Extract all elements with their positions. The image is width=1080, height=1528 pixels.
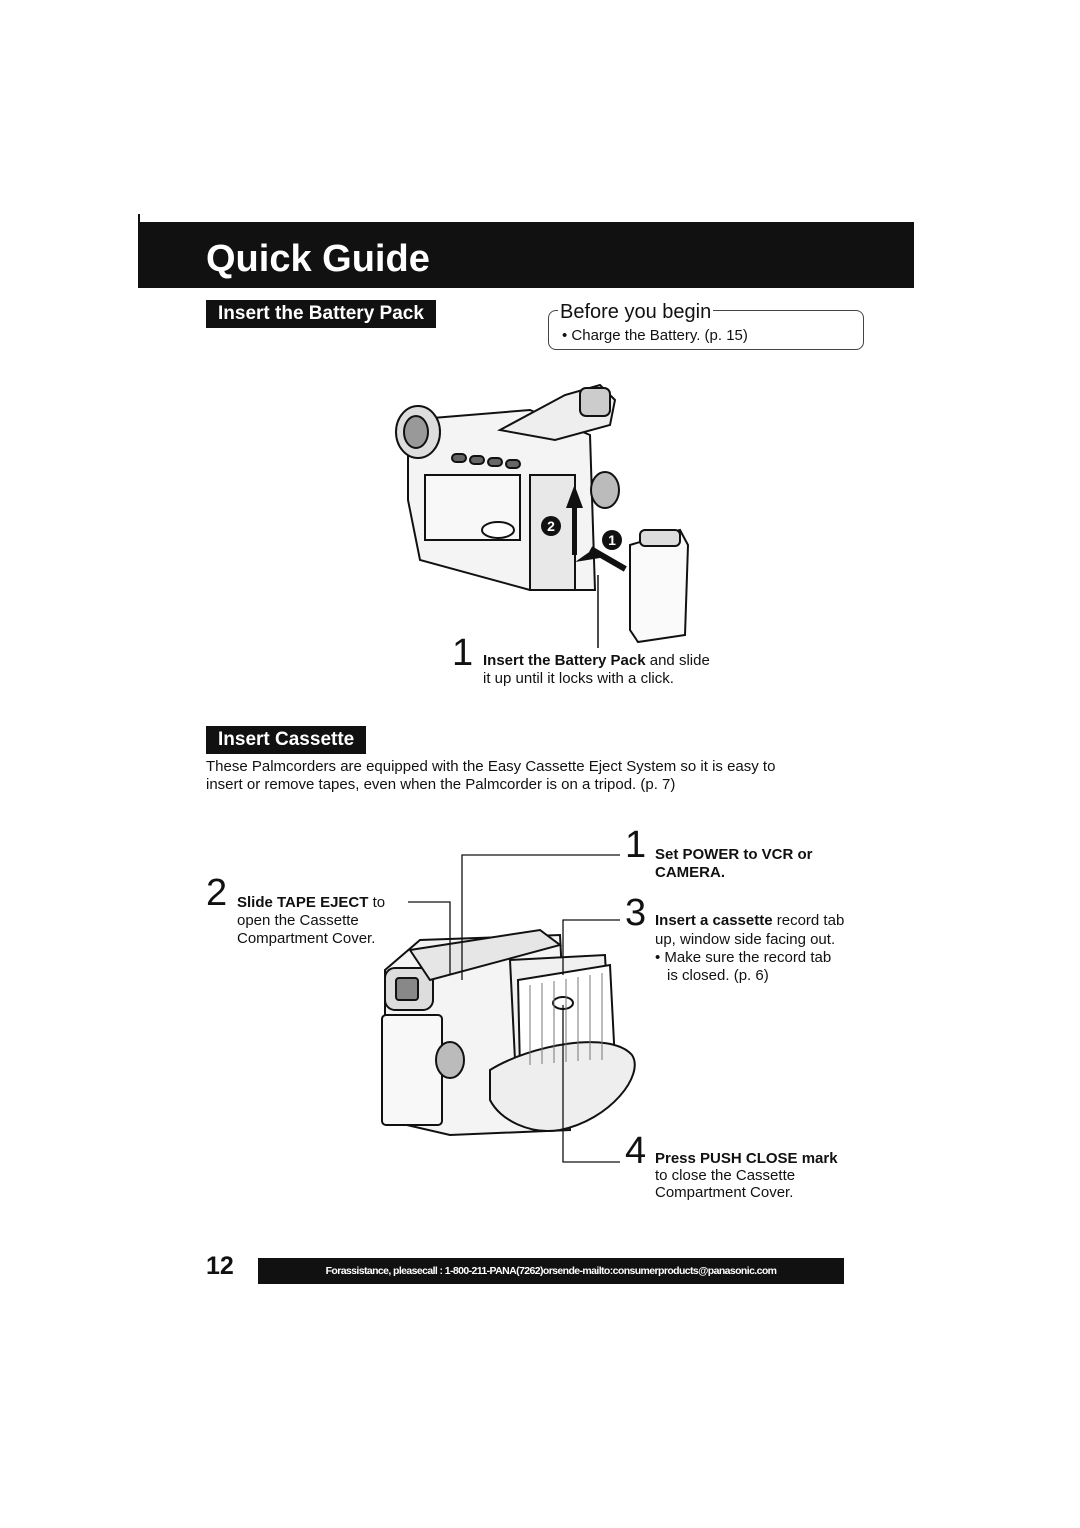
cassette-step1-line1: Set POWER to VCR or (655, 846, 813, 863)
battery-step1-rest: and slide (645, 652, 710, 669)
cassette-step3-line4: is closed. (p. 6) (667, 967, 769, 984)
cassette-step3-line1 (655, 912, 844, 930)
battery-step1-line2: it up until it locks with a click. (483, 670, 674, 687)
cassette-step3-line3: • Make sure the record tab (655, 949, 832, 966)
cassette-step2-number: 2 (206, 872, 228, 914)
before-you-begin-item: • Charge the Battery. (p. 15) (562, 327, 748, 344)
marker-1: 1 (608, 532, 616, 548)
cassette-step4-line3: Compartment Cover. (655, 1184, 794, 1201)
page-number: 12 (206, 1252, 234, 1280)
cassette-step1-number: 1 (625, 824, 647, 866)
cassette-step3-number: 3 (625, 892, 647, 934)
cassette-step2-bold: Slide TAPE EJECT (237, 894, 369, 911)
before-you-begin-title: Before you begin (560, 301, 712, 323)
cassette-step3-rest: record tab (772, 912, 845, 929)
cassette-step2-rest: to (368, 894, 386, 911)
marker-2: 2 (547, 518, 555, 534)
cassette-step2-line1 (237, 894, 385, 912)
assistance-footer: Forassistance, pleasecall : 1-800-211-PANA(7262)orsende-mailto:consumerproducts@panasonic.com (258, 1258, 844, 1284)
cassette-step1-line2: CAMERA. (655, 864, 725, 881)
battery-step1-bold: Insert the Battery Pack (483, 652, 646, 669)
cassette-step4-line2: to close the Cassette (655, 1167, 796, 1184)
battery-step1-number: 1 (452, 632, 474, 674)
cassette-intro-line2: insert or remove tapes, even when the Palmcorder is on a tripod. (p. 7) (206, 776, 676, 793)
cassette-step2-line2: open the Cassette (237, 912, 359, 929)
cassette-step4-number: 4 (625, 1130, 647, 1172)
page-title: Quick Guide (206, 238, 430, 280)
cassette-step3-bold: Insert a cassette (655, 912, 773, 929)
cassette-section-heading: Insert Cassette (206, 726, 366, 754)
cassette-intro-line1: These Palmcorders are equipped with the Easy Cassette Eject System so it is easy to (206, 758, 776, 775)
cassette-step2-line3: Compartment Cover. (237, 930, 376, 947)
cassette-step4-line1: Press PUSH CLOSE mark (655, 1150, 838, 1167)
cassette-step3-line2: up, window side facing out. (655, 931, 836, 948)
battery-section-heading: Insert the Battery Pack (206, 300, 436, 328)
